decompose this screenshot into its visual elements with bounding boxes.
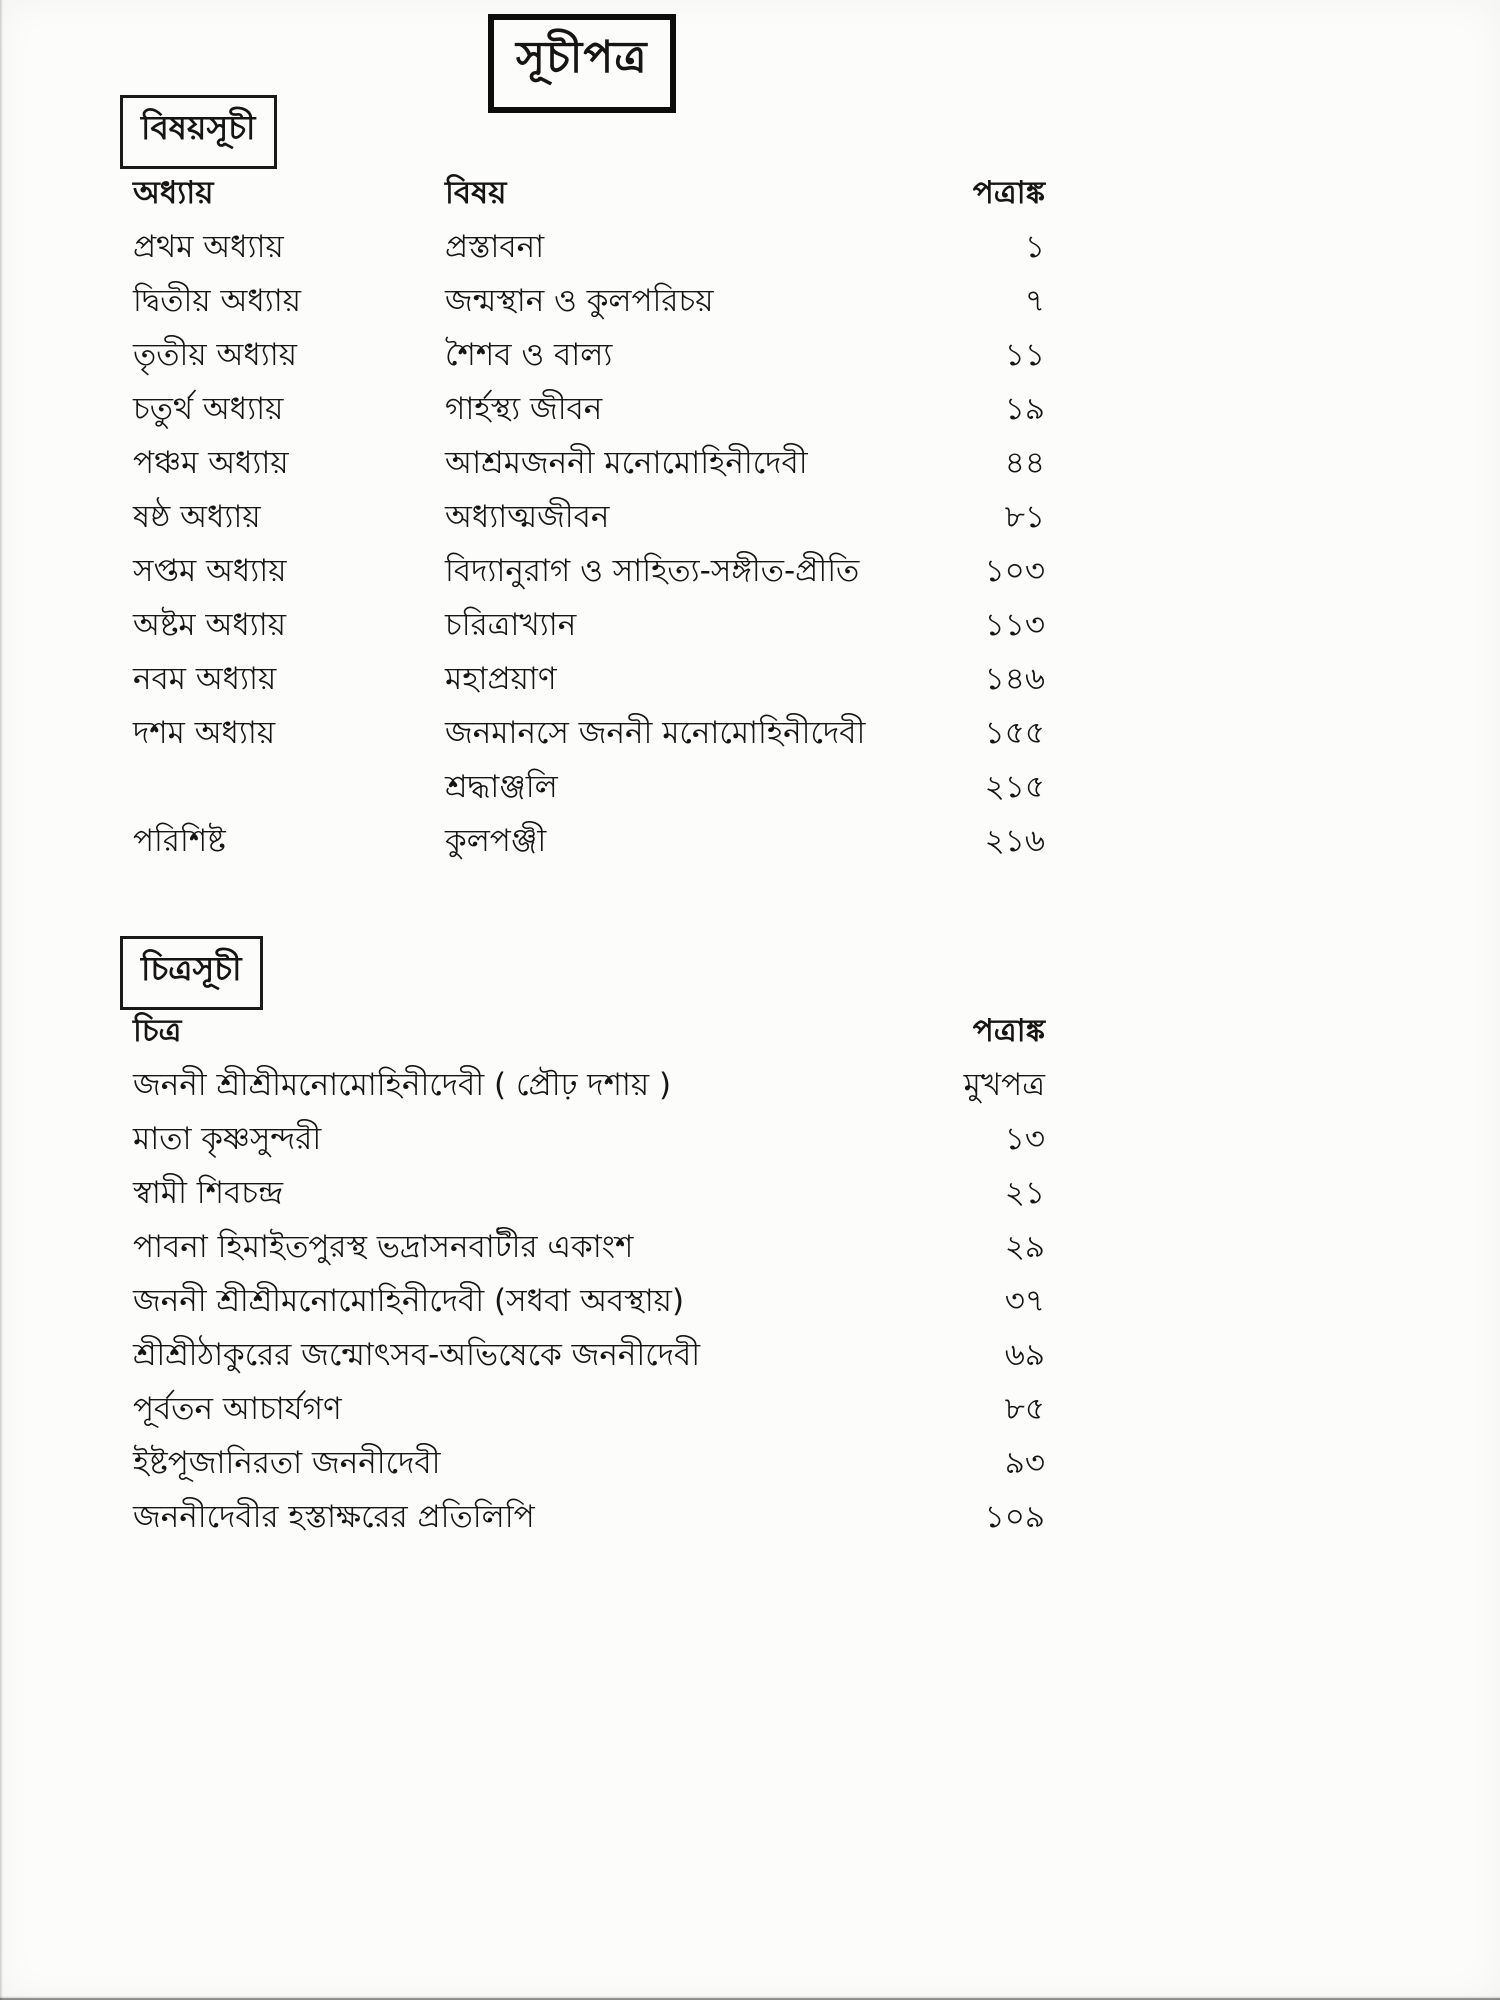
table-row [133, 1168, 1045, 1222]
contents-heading: বিষয়সূচী [141, 108, 256, 147]
page-number-cell: ১৪৬ [984, 661, 1045, 697]
contents-heading-box [120, 95, 277, 169]
illustrations-heading-box [120, 936, 263, 1010]
illustration-cell: পাবনা হিমাইতপুরস্থ ভদ্রাসনবাটীর একাংশ [133, 1229, 634, 1265]
illustration-cell: জননীদেবীর হস্তাক্ষরের প্রতিলিপি [133, 1499, 535, 1535]
page-number-cell: ২১৫ [984, 769, 1045, 805]
table-row [133, 600, 1045, 654]
subject-cell: জনমানসে জননী মনোমোহিনীদেবী [445, 715, 866, 751]
page-number-cell: ১৩ [1004, 1121, 1045, 1157]
table-row [133, 1492, 1045, 1546]
chapter-cell: দশম অধ্যায় [133, 715, 276, 751]
page-title: সূচীপত্র [516, 32, 648, 83]
chapter-cell: পঞ্চম অধ্যায় [133, 445, 289, 481]
table-row [133, 222, 1045, 276]
table-row [133, 1222, 1045, 1276]
table-row [133, 276, 1045, 330]
page-number-cell: ৮১ [1004, 499, 1045, 535]
illustration-cell: জননী শ্রীশ্রীমনোমোহিনীদেবী ( প্রৌঢ় দশায় ) [133, 1067, 672, 1103]
chapter-cell: ষষ্ঠ অধ্যায় [133, 499, 261, 535]
subject-cell: জন্মস্থান ও কুলপরিচয় [445, 283, 714, 319]
subject-cell: কুলপঞ্জী [445, 823, 547, 859]
illustration-cell: পূর্বতন আচার্যগণ [133, 1391, 342, 1427]
page-number-cell: ৯৩ [1004, 1445, 1045, 1481]
illustrations-table [133, 1006, 1045, 1546]
table-row [133, 492, 1045, 546]
table-row [133, 708, 1045, 762]
illustrations-header-row [133, 1006, 1045, 1060]
scan-edge-left [0, 0, 3, 2000]
subject-cell: প্রস্তাবনা [445, 229, 545, 265]
chapter-cell: তৃতীয় অধ্যায় [133, 337, 297, 373]
contents-table [133, 168, 1045, 870]
page-number-cell: ২১৬ [984, 823, 1045, 859]
table-row [133, 1060, 1045, 1114]
table-row [133, 1114, 1045, 1168]
illustration-cell: মাতা কৃষ্ণসুন্দরী [133, 1121, 322, 1157]
chapter-cell: অষ্টম অধ্যায় [133, 607, 286, 643]
subject-cell: গার্হস্থ্য জীবন [445, 391, 603, 427]
page-number-cell: ২১ [1004, 1175, 1045, 1211]
chapter-cell: দ্বিতীয় অধ্যায় [133, 283, 301, 319]
subject-cell: শ্রদ্ধাঞ্জলি [445, 769, 558, 805]
chapter-cell: পরিশিষ্ট [133, 823, 226, 859]
chapter-cell: প্রথম অধ্যায় [133, 229, 284, 265]
page-title-box [488, 14, 676, 113]
column-header-chapter: অধ্যায় [133, 175, 214, 211]
table-row [133, 1276, 1045, 1330]
illustration-cell: জননী শ্রীশ্রীমনোমোহিনীদেবী (সধবা অবস্থায়) [133, 1283, 685, 1319]
page-number-cell: ৭ [1024, 283, 1045, 319]
subject-cell: শৈশব ও বাল্য [445, 337, 613, 373]
illustration-cell: শ্রীশ্রীঠাকুরের জন্মোৎসব-অভিষেকে জননীদেবী [133, 1337, 701, 1373]
contents-header-row [133, 168, 1045, 222]
table-row [133, 546, 1045, 600]
scan-edge-bottom [0, 1996, 1500, 2000]
column-header-page: পত্রাঙ্ক [972, 1013, 1045, 1049]
table-row [133, 438, 1045, 492]
subject-cell: অধ্যাত্মজীবন [445, 499, 610, 535]
page-number-cell: ১০৩ [984, 553, 1045, 589]
page-number-cell: ১০৯ [984, 1499, 1045, 1535]
page-number-cell: ১১ [1004, 337, 1045, 373]
table-row [133, 1384, 1045, 1438]
page-number-cell: ১১৩ [984, 607, 1045, 643]
column-header-illustration: চিত্র [133, 1013, 182, 1049]
page-number-cell: ১৫৫ [984, 715, 1045, 751]
chapter-cell: সপ্তম অধ্যায় [133, 553, 287, 589]
table-row [133, 384, 1045, 438]
page-number-cell: ৮৫ [1004, 1391, 1045, 1427]
subject-cell: চরিত্রাখ্যান [445, 607, 577, 643]
table-row [133, 1438, 1045, 1492]
illustration-cell: ইষ্টপূজানিরতা জননীদেবী [133, 1445, 441, 1481]
page-number-cell: মুখপত্র [963, 1067, 1045, 1103]
page-number-cell: ৬৯ [1004, 1337, 1045, 1373]
page-number-cell: ৩৭ [1004, 1283, 1045, 1319]
subject-cell: আশ্রমজননী মনোমোহিনীদেবী [445, 445, 808, 481]
column-header-subject: বিষয় [445, 175, 507, 211]
chapter-cell: চতুর্থ অধ্যায় [133, 391, 284, 427]
page-number-cell: ৪৪ [1004, 445, 1045, 481]
table-row [133, 1330, 1045, 1384]
page-number-cell: ১৯ [1004, 391, 1045, 427]
table-row [133, 762, 1045, 816]
illustrations-heading: চিত্রসূচী [141, 949, 242, 988]
subject-cell: মহাপ্রয়াণ [445, 661, 557, 697]
page-number-cell: ১ [1024, 229, 1045, 265]
table-row [133, 330, 1045, 384]
page-number-cell: ২৯ [1004, 1229, 1045, 1265]
column-header-page: পত্রাঙ্ক [972, 175, 1045, 211]
table-row [133, 816, 1045, 870]
table-row [133, 654, 1045, 708]
chapter-cell: নবম অধ্যায় [133, 661, 277, 697]
illustration-cell: স্বামী শিবচন্দ্র [133, 1175, 284, 1211]
subject-cell: বিদ্যানুরাগ ও সাহিত্য-সঙ্গীত-প্রীতি [445, 553, 860, 589]
